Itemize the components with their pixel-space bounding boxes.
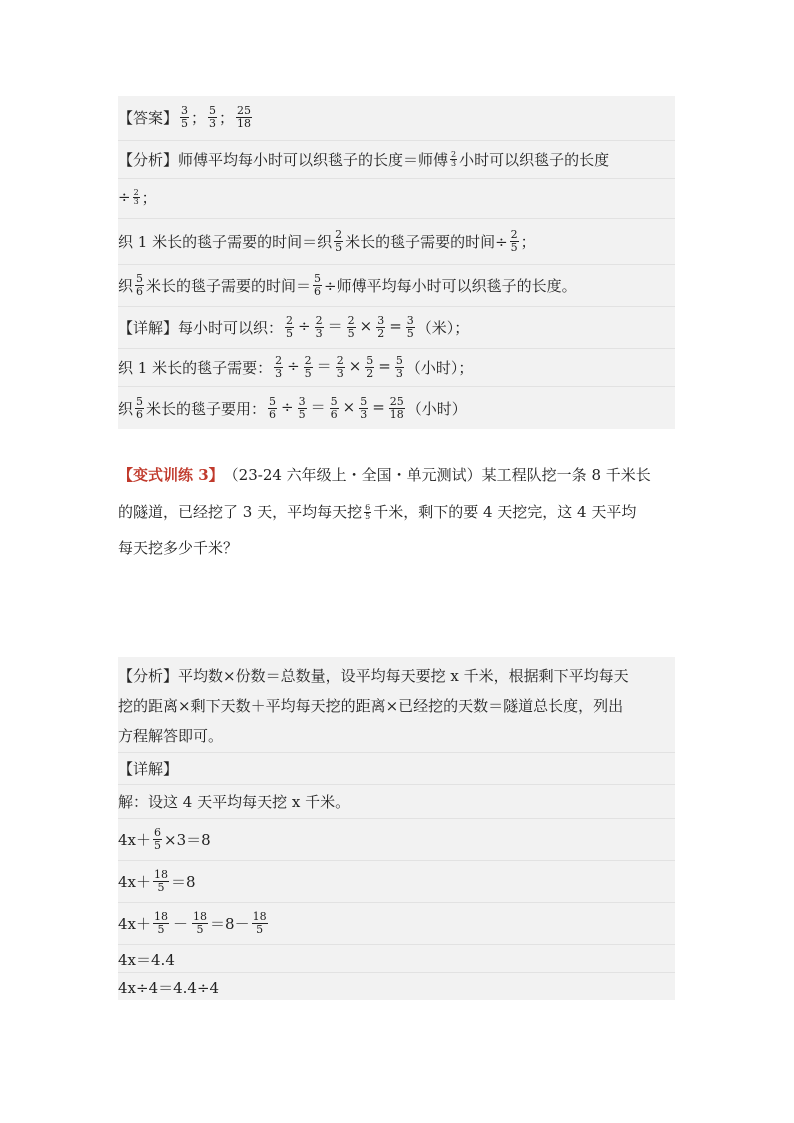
operator: ÷ [287,357,300,375]
operator: × [342,398,356,416]
detail-expression [283,315,417,340]
fraction: $\frac{5}{2}$ [366,353,374,380]
equation-3: 4x＋ $\frac{18}{5}$ － $\frac{18}{5}$ ＝8－ $\frac{18}{5}$ [118,902,675,943]
analysis-line-3: 织 1 米长的毯子需要的时间＝织 $\frac{2}{5}$ 米长的毯子需要的时间÷ $\frac{2}{5}$ ； [118,218,675,263]
fraction: $\frac{5}{3}$ [395,353,403,380]
detail-expression-2 [272,355,406,380]
detail-line-3: 织 $\frac{5}{6}$ 米长的毯子要用： $\frac{5}{6}$ ÷ $\frac{3}{5}$ ＝ $\frac{5}{6}$ × $\frac{5}{3}$ = $\frac{25}{18}$ （小时） [118,386,675,429]
fraction: $\frac{3}{5}$ [406,313,414,340]
question-paragraph: 【变式训练 3】 （23-24 六年级上・全国・单元测试）某工程队挖一条 8 千米长 的隧道，已经挖了 3 天，平均每天挖 $\frac{6}{5}$ 千米，剩下的要 4 天挖完，这 4 天平均 每天挖多少千米？ [118,459,678,565]
fraction: $\frac{3}{5}$ [298,394,306,421]
analysis2-line-2: 挖的距离×剩下天数＋平均每天挖的距离×已经挖的天数＝隧道总长度，列出 [118,696,624,715]
equation-5: 4x÷4＝4.4÷4 [118,972,675,1001]
equation-4: 4x＝4.4 [118,944,675,973]
solve-line: 解：设这 4 天平均每天挖 x 千米。 [118,784,675,817]
fraction: $\frac{25}{18}$ [389,394,404,421]
analysis-line-4: 织 $\frac{5}{6}$ 米长的毯子需要的时间＝ $\frac{5}{6}$ ÷师傅平均每小时可以织毯子的长度。 [118,264,675,305]
operator: ÷ [298,317,311,335]
operator: × [359,317,373,335]
answer-frac-3: $\frac{25}{18}$ [237,103,252,130]
operator: = [378,357,391,375]
operator: = [389,317,402,335]
fraction: $\frac{5}{6}$ [330,394,338,421]
fraction: $\frac{2}{5}$ [304,353,312,380]
fraction: $\frac{5}{6}$ [269,394,277,421]
fraction: $\frac{2}{5}$ [347,313,355,340]
operator: × [348,357,362,375]
answer-label: 【答案】 [118,108,179,127]
operator: ÷ [281,398,294,416]
detail2-label: 【详解】 [118,759,179,778]
equation-1: 4x＋ $\frac{6}{5}$ ×3＝8 [118,818,675,859]
question-tag: 【变式训练 3】 [118,466,224,484]
analysis-label: 【分析】 [118,150,179,169]
fraction: $\frac{5}{3}$ [360,394,368,421]
operator: ＝ [327,317,343,335]
operator: ＝ [310,398,326,416]
analysis-frac: $\frac{2}{3}$ [451,149,457,168]
fraction: $\frac{2}{3}$ [275,353,283,380]
answer-frac-1: $\frac{3}{5}$ [181,103,189,130]
detail-label: 【详解】 [118,318,179,337]
operator: ＝ [316,357,332,375]
detail-line-2: 织 1 米长的毯子需要： $\frac{2}{3}$ ÷ $\frac{2}{5}$ ＝ $\frac{2}{3}$ × $\frac{5}{2}$ = $\frac{5}{3}$ （小时）； [118,348,675,385]
analysis2-label: 【分析】 [118,666,179,685]
analysis2-line-3: 方程解答即可。 [118,726,224,745]
answer-block [118,96,675,429]
analysis-line-2: ÷ $\frac{2}{3}$ ； [118,178,675,215]
analysis-line-1: 【分析】 师傅平均每小时可以织毯子的长度＝师傅 $\frac{2}{3}$ 小时可以织毯子的长度 [118,140,675,177]
fraction: $\frac{2}{3}$ [315,313,323,340]
detail-line-1: 【详解】 每小时可以织： $\frac{2}{5}$ ÷ $\frac{2}{3}$ ＝ $\frac{2}{5}$ × $\frac{3}{2}$ = $\frac{3}{5}$ （米）； [118,306,675,347]
fraction: $\frac{3}{2}$ [377,313,385,340]
fraction: $\frac{2}{3}$ [336,353,344,380]
fraction: $\frac{2}{5}$ [286,313,294,340]
detail2-label-line [118,752,675,783]
equation-2: 4x＋ $\frac{18}{5}$ ＝8 [118,860,675,901]
answer-frac-2: $\frac{5}{3}$ [209,103,217,130]
detail-expression-3 [266,396,407,421]
solution-block [118,657,675,1000]
answer-line: 【答案】 $\frac{3}{5}$ ； $\frac{5}{3}$ ； $\frac{25}{18}$ [118,103,252,130]
operator: = [372,398,385,416]
analysis2-line-1: 【分析】 平均数×份数＝总数量，设平均每天要挖 x 千米，根据剩下平均每天 [118,666,629,685]
